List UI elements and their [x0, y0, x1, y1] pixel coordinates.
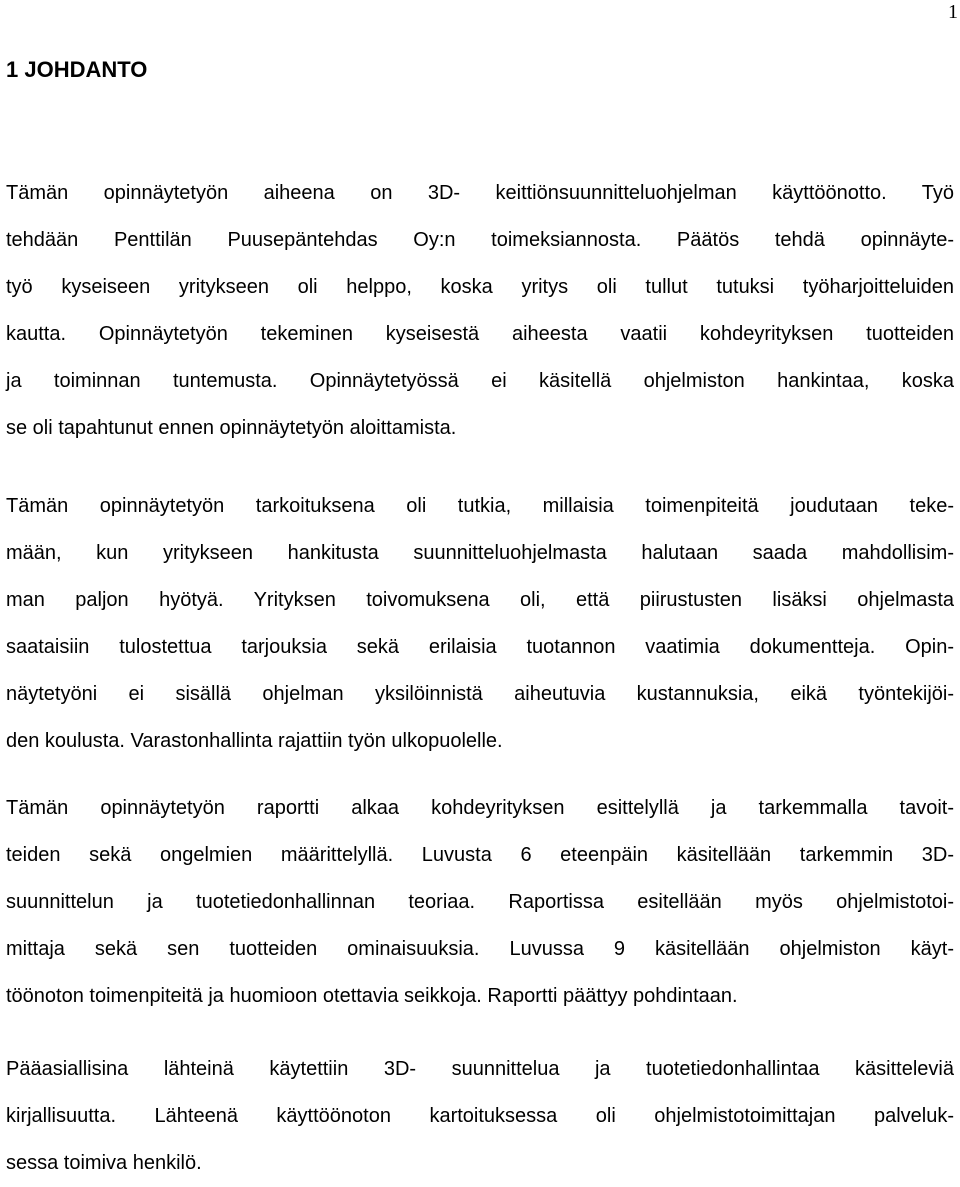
text-line: Tämän opinnäytetyön aiheena on 3D- keittiönsuunnitteluohjelman käyttöönotto. Työ: [6, 182, 954, 204]
paragraph-intro: [6, 170, 954, 452]
text-line: tehdään Penttilän Puusepäntehdas Oy:n toimeksiannosta. Päätös tehdä opinnäyte-: [6, 229, 954, 251]
paragraph-purpose: [6, 483, 954, 765]
text-line: se oli tapahtunut ennen opinnäytetyön aloittamista.: [6, 417, 457, 439]
chapter-heading: 1 JOHDANTO: [6, 57, 148, 82]
text-line: den koulusta. Varastonhallinta rajattiin työn ulkopuolelle.: [6, 730, 503, 752]
text-line: työ kyseiseen yritykseen oli helppo, koska yritys oli tullut tutuksi työharjoitteluiden: [6, 276, 954, 298]
paragraph-structure: [6, 785, 954, 1020]
text-line: teiden sekä ongelmien määrittelyllä. Luvusta 6 eteenpäin käsitellään tarkemmin 3D-: [6, 844, 954, 866]
text-line: näytetyöni ei sisällä ohjelman yksilöinnistä aiheutuvia kustannuksia, eikä työntekijöi-: [6, 683, 954, 705]
text-line: ja toiminnan tuntemusta. Opinnäytetyössä ei käsitellä ohjelmiston hankintaa, koska: [6, 370, 954, 392]
text-line: kautta. Opinnäytetyön tekeminen kyseisestä aiheesta vaatii kohdeyrityksen tuotteiden: [6, 323, 954, 345]
page-number: 1: [948, 1, 958, 23]
text-line: man paljon hyötyä. Yrityksen toivomuksena oli, että piirustusten lisäksi ohjelmasta: [6, 589, 954, 611]
text-line: Pääasiallisina lähteinä käytettiin 3D- suunnittelua ja tuotetiedonhallintaa käsitteleviä: [6, 1058, 954, 1080]
text-line: töönoton toimenpiteitä ja huomioon otettavia seikkoja. Raportti päättyy pohdintaan.: [6, 985, 738, 1007]
text-line: Tämän opinnäytetyön tarkoituksena oli tutkia, millaisia toimenpiteitä joudutaan teke-: [6, 495, 954, 517]
text-line: kirjallisuutta. Lähteenä käyttöönoton kartoituksessa oli ohjelmistotoimittajan palveluk-: [6, 1105, 954, 1127]
text-line: mään, kun yritykseen hankitusta suunnitteluohjelmasta halutaan saada mahdollisim-: [6, 542, 954, 564]
text-line: sessa toimiva henkilö.: [6, 1152, 202, 1174]
text-line: suunnittelun ja tuotetiedonhallinnan teoriaa. Raportissa esitellään myös ohjelmistotoi-: [6, 891, 954, 913]
text-line: mittaja sekä sen tuotteiden ominaisuuksia. Luvussa 9 käsitellään ohjelmiston käyt-: [6, 938, 954, 960]
text-line: saataisiin tulostettua tarjouksia sekä erilaisia tuotannon vaatimia dokumentteja. Opin-: [6, 636, 954, 658]
text-line: Tämän opinnäytetyön raportti alkaa kohdeyrityksen esittelyllä ja tarkemmalla tavoit-: [6, 797, 954, 819]
